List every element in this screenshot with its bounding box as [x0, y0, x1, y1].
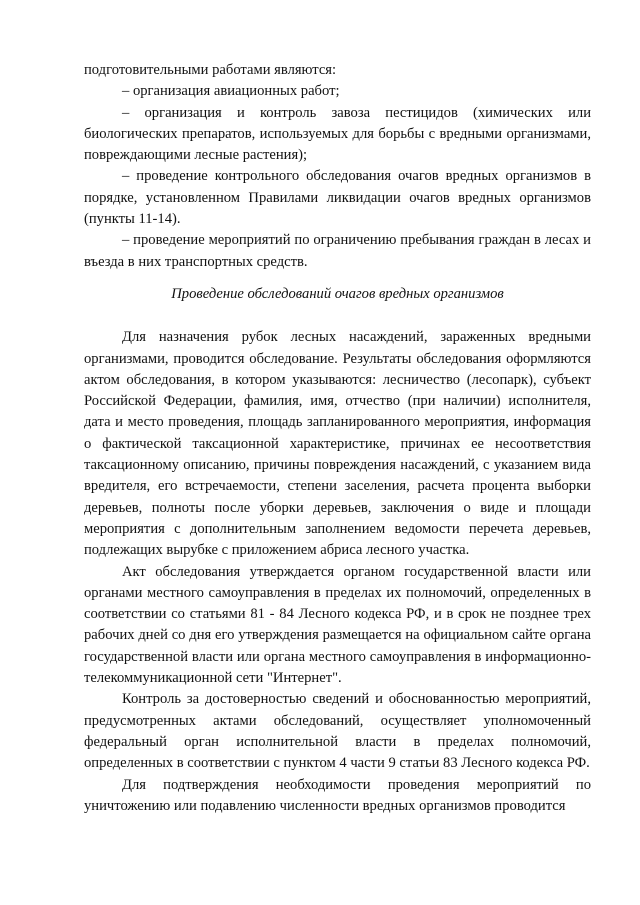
- list-item-pesticides: – организация и контроль завоза пестицидов (химических или биологических препаратов, используемых для борьбы с вредными организмами, повреждающими лесные растения);: [84, 104, 591, 164]
- paragraph-survey: Для назначения рубок лесных насаждений, зараженных вредными организмами, проводится обследование. Результаты обследования оформляются актом обследования, в котором указываются: лесничество (лесопарк), субъект Российской Федерации, фамилия, имя, отчество (при наличии) исполнителя, дата и место проведения, площадь запланированного мероприятия, информация о фактической таксационной характеристике, причинах ее несоответствия таксационному описанию, причины повреждения насаждений, с указанием вида вредителя, его встречаемости, степени заселения, расчета процента выборки деревьев, полноты после уборки деревьев, заключения о виде и площади мероприятия с дополнительным заполнением ведомости перечета деревьев, подлежащих вырубке с приложением абриса лесного участка.: [84, 329, 591, 559]
- paragraph-act-approval: Акт обследования утверждается органом государственной власти или органами местного самоуправления в пределах их полномочий, определенных в соответствии со статьями 81 - 84 Лесного кодекса РФ, и в срок не позднее трех рабочих дней со дня его утверждения размещается на официальном сайте органа государственной власти или органа местного самоуправления в информационно-телекоммуникационной сети "Интернет".: [84, 563, 591, 687]
- paragraph-control: Контроль за достоверностью сведений и обоснованностью мероприятий, предусмотренных актами обследований, осуществляет уполномоченный федеральный орган исполнительной власти в пределах полномочий, определенных в соответствии с пунктом 4 части 9 статьи 83 Лесного кодекса РФ.: [84, 691, 591, 772]
- section-heading: Проведение обследований очагов вредных организмов: [171, 285, 504, 302]
- paragraph-intro: подготовительными работами являются:: [84, 62, 337, 78]
- document-page: [84, 60, 591, 817]
- list-item-aviation: – организация авиационных работ;: [122, 83, 340, 100]
- list-item-control-survey: – проведение контрольного обследования очагов вредных организмов в порядке, установленном Правилами ликвидации очагов вредных организмов (пункты 11-14).: [84, 168, 591, 228]
- list-item-restrictions: – проведение мероприятий по ограничению пребывания граждан в лесах и въезда в них транспортных средств.: [84, 232, 591, 270]
- paragraph-confirmation: Для подтверждения необходимости проведения мероприятий по уничтожению или подавлению численности вредных организмов проводится: [84, 776, 591, 814]
